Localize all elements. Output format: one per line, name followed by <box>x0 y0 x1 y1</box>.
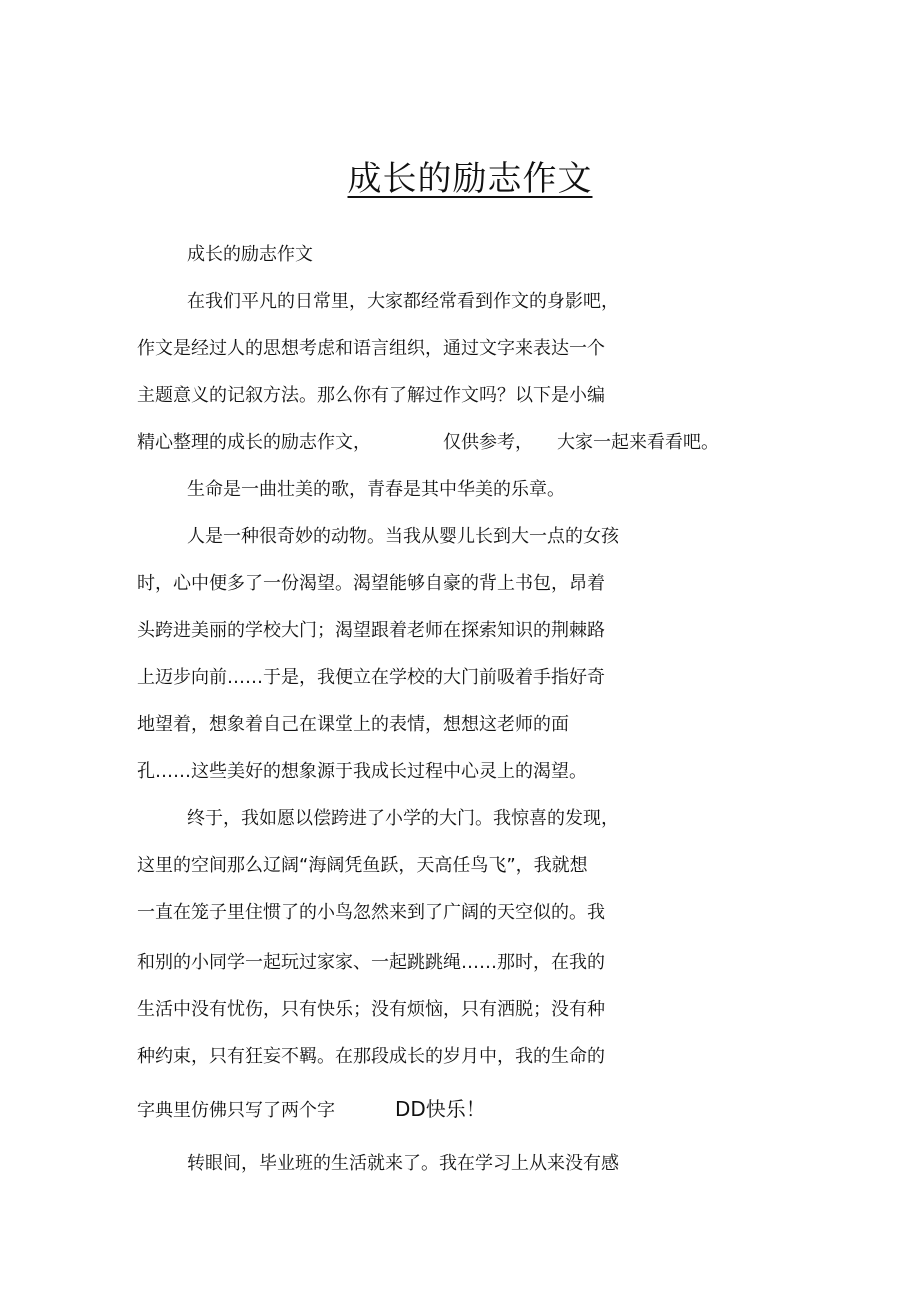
paragraph-line: 一直在笼子里住惯了的小鸟忽然来到了广阔的天空似的。我 <box>137 902 605 923</box>
paragraph-line: 头跨进美丽的学校大门；渴望跟着老师在探索知识的荆棘路 <box>137 620 605 641</box>
text-segment: 精心整理的成长的励志作文， <box>137 432 371 453</box>
paragraph-line: 上迈步向前……于是，我便立在学校的大门前吸着手指好奇 <box>137 667 605 688</box>
paragraph-line: 人是一种很奇妙的动物。当我从婴儿长到大一点的女孩 <box>187 526 619 547</box>
paragraph-line: 和别的小同学一起玩过家家、一起跳跳绳……那时，在我的 <box>137 952 605 973</box>
paragraph-line: 生活中没有忧伤，只有快乐；没有烦恼，只有洒脱；没有种 <box>137 999 605 1020</box>
paragraph-line: 终于，我如愿以偿跨进了小学的大门。我惊喜的发现， <box>187 808 619 829</box>
paragraph-line: 地望着，想象着自己在课堂上的表情，想想这老师的面 <box>137 714 569 735</box>
paragraph-line: 种约束，只有狂妄不羁。在那段成长的岁月中，我的生命的 <box>137 1046 605 1067</box>
paragraph-line <box>137 428 719 458</box>
paragraph-line: 这里的空间那么辽阔“海阔凭鱼跃，天高任鸟飞”，我就想 <box>137 855 588 876</box>
paragraph-line: 生命是一曲壮美的歌，青春是其中华美的乐章。 <box>187 479 565 500</box>
paragraph-line: 转眼间，毕业班的生活就来了。我在学习上从来没有感 <box>187 1153 619 1174</box>
document-title: 成长的励志作文 <box>347 159 593 199</box>
paragraph-line: 作文是经过人的思想考虑和语言组织，通过文字来表达一个 <box>137 338 605 359</box>
paragraph-line: 孔……这些美好的想象源于我成长过程中心灵上的渴望。 <box>137 761 587 782</box>
document-subtitle: 成长的励志作文 <box>187 244 313 265</box>
paragraph-line: 主题意义的记叙方法。那么你有了解过作文吗？以下是小编 <box>137 385 605 406</box>
text-segment: 字典里仿佛只写了两个字 <box>137 1100 335 1121</box>
text-segment: 仅供参考， <box>443 432 533 453</box>
paragraph-line: 时，心中便多了一份渴望。渴望能够自豪的背上书包，昂着 <box>137 573 605 594</box>
text-segment: 大家一起来看看吧。 <box>557 432 719 453</box>
paragraph-line <box>137 1094 486 1124</box>
paragraph-line: 在我们平凡的日常里，大家都经常看到作文的身影吧， <box>187 291 619 312</box>
text-segment: DD快乐！ <box>395 1097 486 1121</box>
